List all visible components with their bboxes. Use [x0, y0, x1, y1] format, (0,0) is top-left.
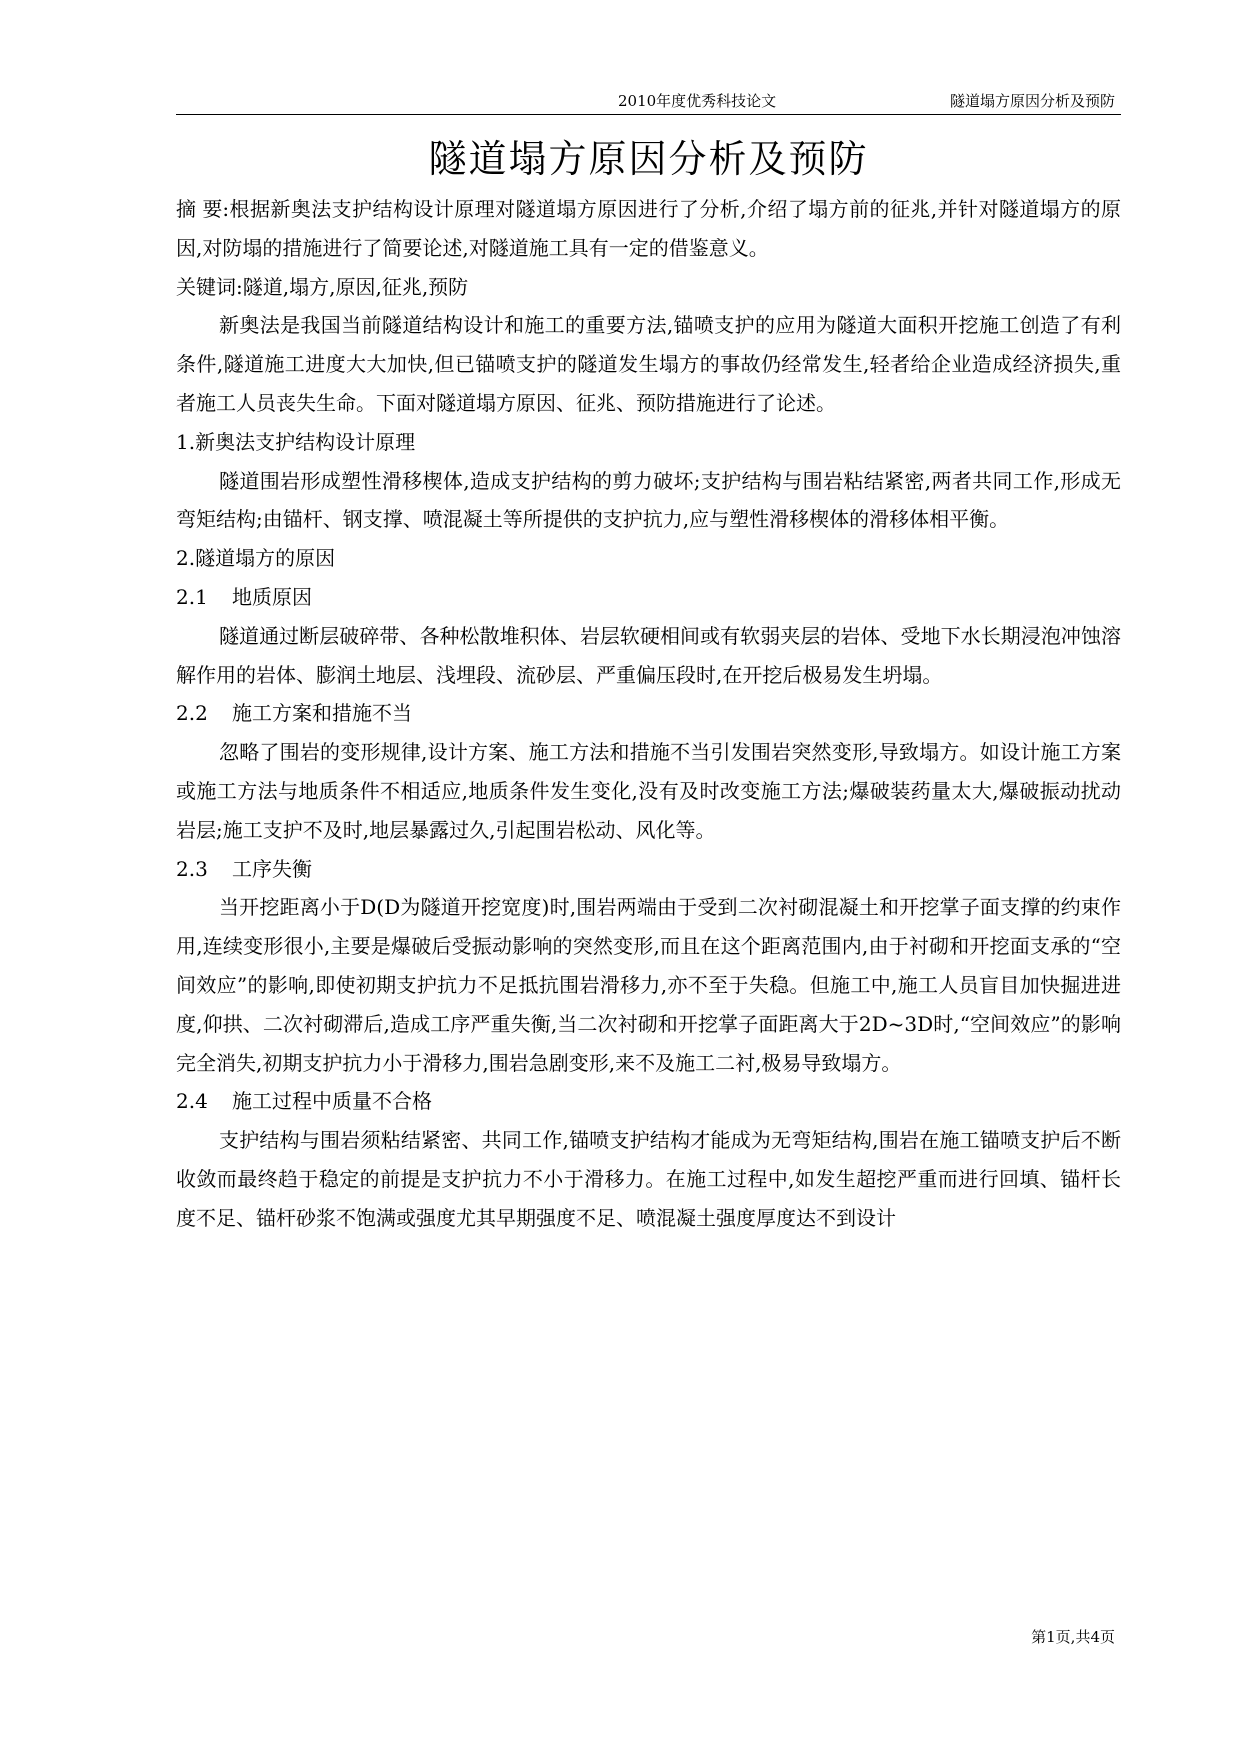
keywords-text: 隧道,塌方,原因,征兆,预防 [242, 274, 469, 299]
page-header [176, 86, 1121, 115]
section-2-4-paragraph: 支护结构与围岩须粘结紧密、共同工作,锚喷支护结构才能成为无弯矩结构,围岩在施工锚喷支护后不断收敛而最终趋于稳定的前提是支护抗力不小于滑移力。在施工过程中,如发生超挖严重而进行回填、锚杆长度不足、锚杆砂浆不饱满或强度尤其早期强度不足、喷混凝土强度厚度达不到设计 [176, 1128, 1121, 1230]
document-body [176, 190, 1121, 1238]
section-2-3-title: 工序失衡 [232, 856, 312, 881]
section-2-heading: 2.隧道塌方的原因 [176, 546, 336, 571]
abstract-label: 摘 要: [176, 197, 230, 221]
document-title: 隧道塌方原因分析及预防 [428, 137, 869, 181]
section-2-4-heading [176, 1082, 1121, 1121]
section-2-1-title: 地质原因 [232, 584, 312, 609]
section-2-2-title: 施工方案和措施不当 [232, 701, 412, 726]
section-2-2-number: 2.2 [176, 701, 208, 726]
abstract [176, 190, 1121, 268]
abstract-text: 根据新奥法支护结构设计原理对隧道塌方原因进行了分析,介绍了塌方前的征兆,并针对隧道塌方的原因,对防塌的措施进行了简要论述,对隧道施工具有一定的借鉴意义。 [176, 197, 1121, 260]
keywords-label: 关键词: [176, 274, 243, 299]
section-2-4-title: 施工过程中质量不合格 [232, 1089, 432, 1114]
header-center-text: 2010年度优秀科技论文 [618, 92, 777, 110]
section-2-2-heading [176, 694, 1121, 733]
page-footer: 第1页,共4页 [1031, 1628, 1115, 1646]
section-2-3-paragraph: 当开挖距离小于D(D为隧道开挖宽度)时,围岩两端由于受到二次衬砌混凝土和开挖掌子面支撑的约束作用,连续变形很小,主要是爆破后受振动影响的突然变形,而且在这个距离范围内,由于衬砌和开挖面支承的“空间效应”的影响,即使初期支护抗力不足抵抗围岩滑移力,亦不至于失稳。但施工中,施工人员盲目加快掘进进度,仰拱、二次衬砌滞后,造成工序严重失衡,当二次衬砌和开挖掌子面距离大于2D~3D时,“空间效应”的影响完全消失,初期支护抗力小于滑移力,围岩急剧变形,来不及施工二衬,极易导致塌方。 [176, 895, 1121, 1075]
section-2-3-number: 2.3 [176, 856, 208, 881]
section-2-3-heading [176, 850, 1121, 889]
keywords [176, 268, 1121, 307]
header-right-text: 隧道塌方原因分析及预防 [949, 92, 1115, 110]
section-2-1-number: 2.1 [176, 584, 208, 609]
section-2-4-number: 2.4 [176, 1089, 208, 1114]
section-2-2-paragraph: 忽略了围岩的变形规律,设计方案、施工方法和措施不当引发围岩突然变形,导致塌方。如设计施工方案或施工方法与地质条件不相适应,地质条件发生变化,没有及时改变施工方法;爆破装药量太大,爆破振动扰动岩层;施工支护不及时,地层暴露过久,引起围岩松动、风化等。 [176, 740, 1121, 842]
section-1-heading: 1.新奥法支护结构设计原理 [176, 429, 416, 454]
document-page [176, 0, 1121, 1754]
section-2-1-paragraph: 隧道通过断层破碎带、各种松散堆积体、岩层软硬相间或有软弱夹层的岩体、受地下水长期浸泡冲蚀溶解作用的岩体、膨润土地层、浅埋段、流砂层、严重偏压段时,在开挖后极易发生坍塌。 [176, 623, 1121, 687]
section-1-paragraph: 隧道围岩形成塑性滑移楔体,造成支护结构的剪力破坏;支护结构与围岩粘结紧密,两者共同工作,形成无弯矩结构;由锚杆、钢支撑、喷混凝土等所提供的支护抗力,应与塑性滑移楔体的滑移体相平衡。 [176, 468, 1121, 532]
section-2-1-heading [176, 578, 1121, 617]
intro-paragraph: 新奥法是我国当前隧道结构设计和施工的重要方法,锚喷支护的应用为隧道大面积开挖施工创造了有利条件,隧道施工进度大大加快,但已锚喷支护的隧道发生塌方的事故仍经常发生,轻者给企业造成经济损失,重者施工人员丧失生命。下面对隧道塌方原因、征兆、预防措施进行了论述。 [176, 313, 1121, 415]
